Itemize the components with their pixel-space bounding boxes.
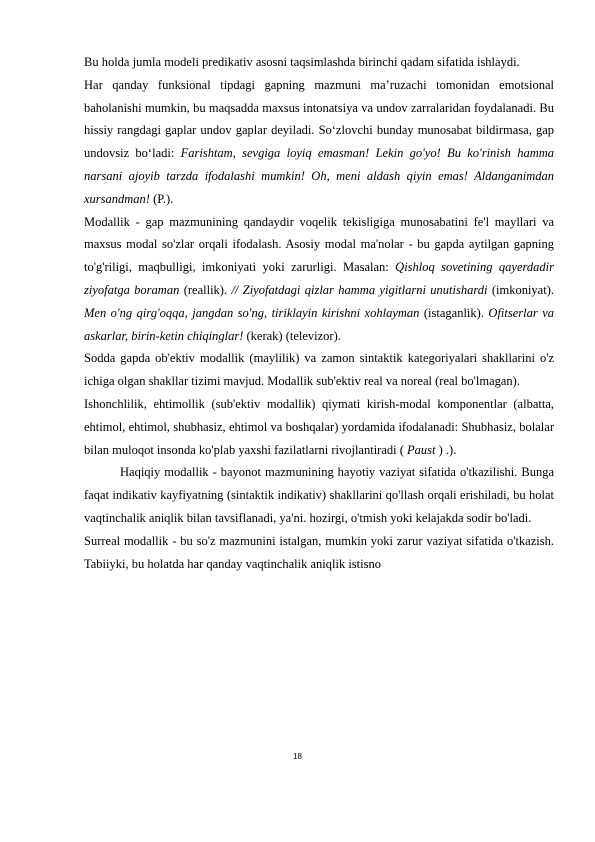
paragraph-text: (istaganlik). [419, 305, 489, 320]
paragraph [84, 51, 554, 74]
paragraph-text: Sodda gapda ob'ektiv modallik (maylilik) va zamon sintaktik kategoriyalari shakllarini o'z ichiga olgan shakllar tizimi mavjud. Modallik sub'ektiv real va noreal (real bo'lmagan). [84, 351, 554, 389]
example-sentence-text: // Ziyofatdagi qizlar hamma yigitlarni unutishardi [231, 282, 488, 297]
paragraph [84, 393, 554, 461]
paragraph-text: Modallik - gap mazmunining qandaydir voqelik tekisligiga munosabatini fe'l mayllari va maxsus modal so'zlar orqali ifodalash. Asosiy modal ma'nolar - bu gapda aytilgan gapning to'g'riligi, maqbulligi, imkoniyati yoki zarurligi. Masalan: [84, 214, 554, 275]
page-number: 18 [293, 752, 302, 761]
example-sentence-text: Paust [407, 442, 436, 457]
example-sentence-text: Men o'ng qirg'oqqa, jangdan so'ng, tiriklayin kirishni xohlayman [84, 305, 420, 320]
example-sentence-text: Farishtam, sevgiga loyiq emasman! Lekin go'yo! Bu ko'rinish hamma narsani ajoyib tarzda ifodalashi mumkin! Oh, meni aldash qiyin emas! Aldanganimdan xursandman! [84, 146, 554, 206]
paragraph [84, 74, 554, 211]
paragraph-text: Bu holda jumla modeli predikativ asosni taqsimlashda birinchi qadam sifatida ishlaydi. [84, 55, 520, 69]
document-body [84, 51, 554, 575]
paragraph-text: (P.). [149, 191, 174, 206]
paragraph [84, 211, 554, 348]
paragraph-text: Har qanday funksional tipdagi gapning mazmuni ma’ruzachi tomonidan emotsional baholanishi mumkin, bu maqsadda maxsus intonatsiya va undov zarralaridan foydalanadi. Bu hissiy rangdagi gaplar undov gaplar deyiladi. So‘zlovchi bunday munosabat bildirmasa, gap undovsiz bo‘ladi: [84, 77, 554, 161]
paragraph [84, 347, 554, 393]
example-sentence-text: Ofitserlar va askarlar, birin-ketin chiqinglar! [84, 305, 555, 343]
paragraph [84, 461, 554, 529]
paragraph-text: Haqiqiy modallik - bayonot mazmunining hayotiy vaziyat sifatida o'tkazilishi. Bunga faqat indikativ kayfiyatning (sintaktik indikativ) shakllarini qo'llash orqali erishiladi, bu holat vaqtinchalik aniqlik bilan tavsiflanadi, ya'ni. hozirgi, o'tmish yoki kelajakda sodir bo'ladi. [84, 465, 554, 525]
paragraph-text: Surreal modallik - bu so'z mazmunini istalgan, mumkin yoki zarur vaziyat sifatida o'tkazish. Tabiiyki, bu holatda har qanday vaqtinchalik aniqlik istisno [84, 533, 554, 571]
paragraph-text: Ishonchlilik, ehtimollik (sub'ektiv modallik) qiymati kirish-modal komponentlar (albatta, ehtimol, ehtimol, shubhasiz, ehtimol va boshqalar) yordamida ifodalanadi: Shubhasiz, bolalar bilan muloqot insonda ko'plab yaxshi fazilatlarni rivojlantiradi ( [84, 396, 554, 457]
paragraph [84, 530, 554, 576]
paragraph-text: (reallik). [179, 282, 232, 297]
example-sentence-text: Qishloq sovetining qayerdadir ziyofatga boraman [84, 260, 554, 297]
paragraph-text: ) .). [435, 442, 457, 457]
paragraph-text: (kerak) (televizor). [243, 328, 341, 343]
paragraph-text: (imkoniyat). [487, 282, 554, 297]
